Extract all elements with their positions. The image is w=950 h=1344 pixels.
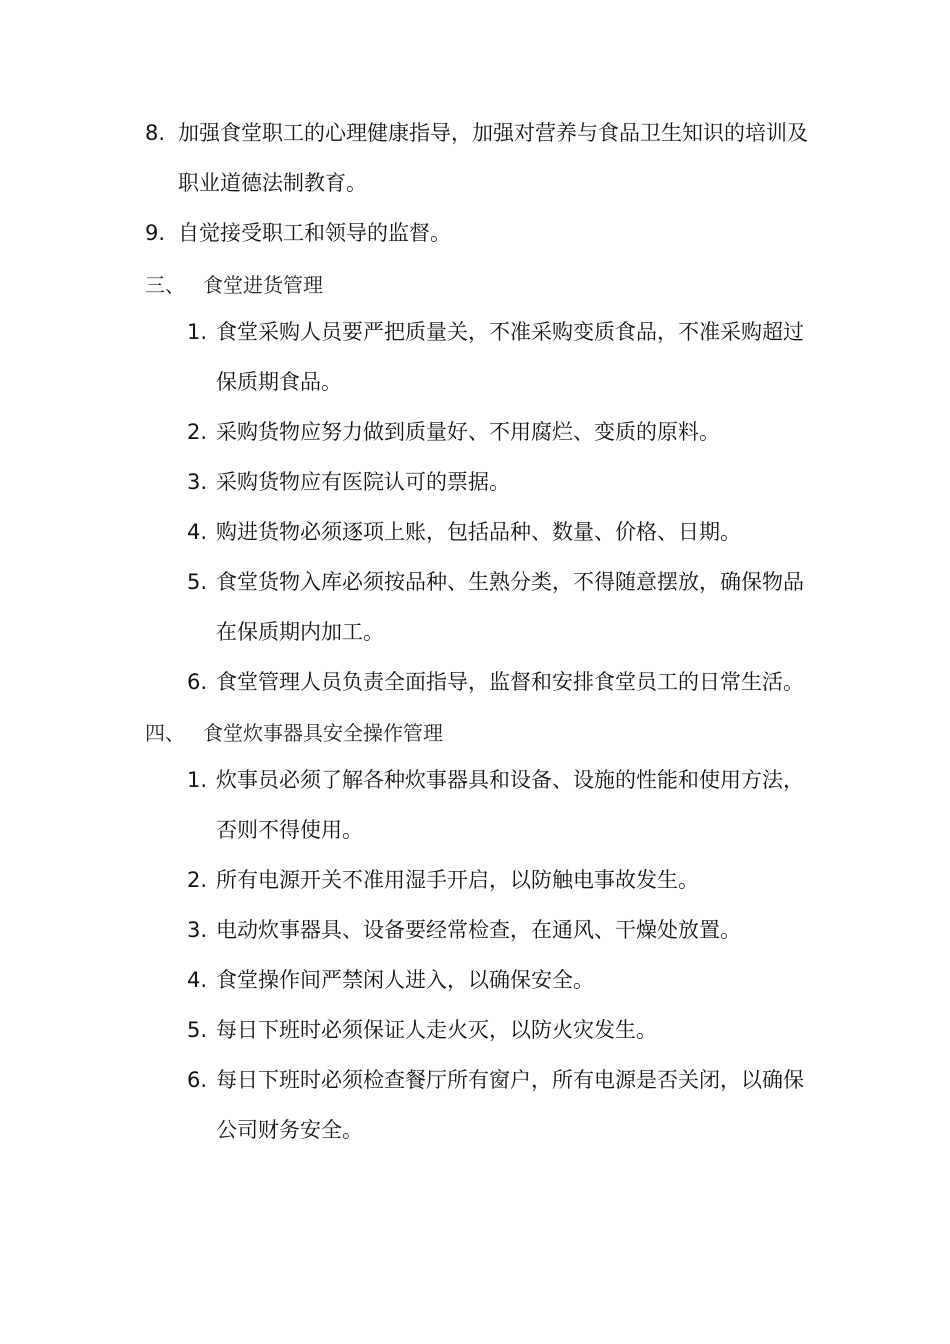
item-text: 自觉接受职工和领导的监督。: [178, 221, 451, 245]
item-number: 3.: [187, 918, 208, 942]
item-number: 8.: [145, 121, 166, 145]
item-number: 9.: [145, 221, 166, 245]
item-text: 电动炊事器具、设备要经常检查，在通风、干燥处放置。: [216, 918, 741, 942]
section-number: 三、: [145, 273, 185, 297]
section-heading: [145, 265, 323, 305]
item-number: 3.: [187, 470, 208, 494]
item-text-continued: 在保质期内加工。: [216, 620, 384, 644]
item-text: 食堂管理人员负责全面指导，监督和安排食堂员工的日常生活。: [216, 670, 804, 694]
item-number: 5.: [187, 1018, 208, 1042]
section-heading: [145, 713, 443, 753]
section-title: 食堂进货管理: [203, 273, 323, 297]
item-text: 购进货物必须逐项上账，包括品种、数量、价格、日期。: [216, 520, 741, 544]
item-number: 4.: [187, 520, 208, 544]
item-number: 4.: [187, 968, 208, 992]
item-number: 1.: [187, 320, 208, 344]
item-text: 食堂操作间严禁闲人进入，以确保安全。: [216, 968, 594, 992]
item-text: 炊事员必须了解各种炊事器具和设备、设施的性能和使用方法，: [216, 768, 804, 792]
item-text-continued: 保质期食品。: [216, 370, 342, 394]
item-text: 加强食堂职工的心理健康指导，加强对营养与食品卫生知识的培训及: [178, 121, 808, 145]
item-text-continued: 职业道德法制教育。: [178, 171, 367, 195]
item-text: 食堂采购人员要严把质量关，不准采购变质食品，不准采购超过: [216, 320, 804, 344]
section-title: 食堂炊事器具安全操作管理: [203, 721, 443, 745]
item-text: 所有电源开关不准用湿手开启，以防触电事故发生。: [216, 868, 699, 892]
item-number: 1.: [187, 768, 208, 792]
item-number: 6.: [187, 1068, 208, 1092]
item-text: 采购货物应努力做到质量好、不用腐烂、变质的原料。: [216, 420, 720, 444]
item-text: 每日下班时必须保证人走火灭，以防火灾发生。: [216, 1018, 657, 1042]
item-number: 2.: [187, 868, 208, 892]
item-number: 6.: [187, 670, 208, 694]
item-text: 每日下班时必须检查餐厅所有窗户，所有电源是否关闭，以确保: [216, 1068, 804, 1092]
item-text-continued: 公司财务安全。: [216, 1118, 363, 1142]
item-number: 5.: [187, 570, 208, 594]
item-text: 食堂货物入库必须按品种、生熟分类，不得随意摆放，确保物品: [216, 570, 804, 594]
item-number: 2.: [187, 420, 208, 444]
item-text: 采购货物应有医院认可的票据。: [216, 470, 510, 494]
section-number: 四、: [145, 721, 185, 745]
item-text-continued: 否则不得使用。: [216, 818, 363, 842]
